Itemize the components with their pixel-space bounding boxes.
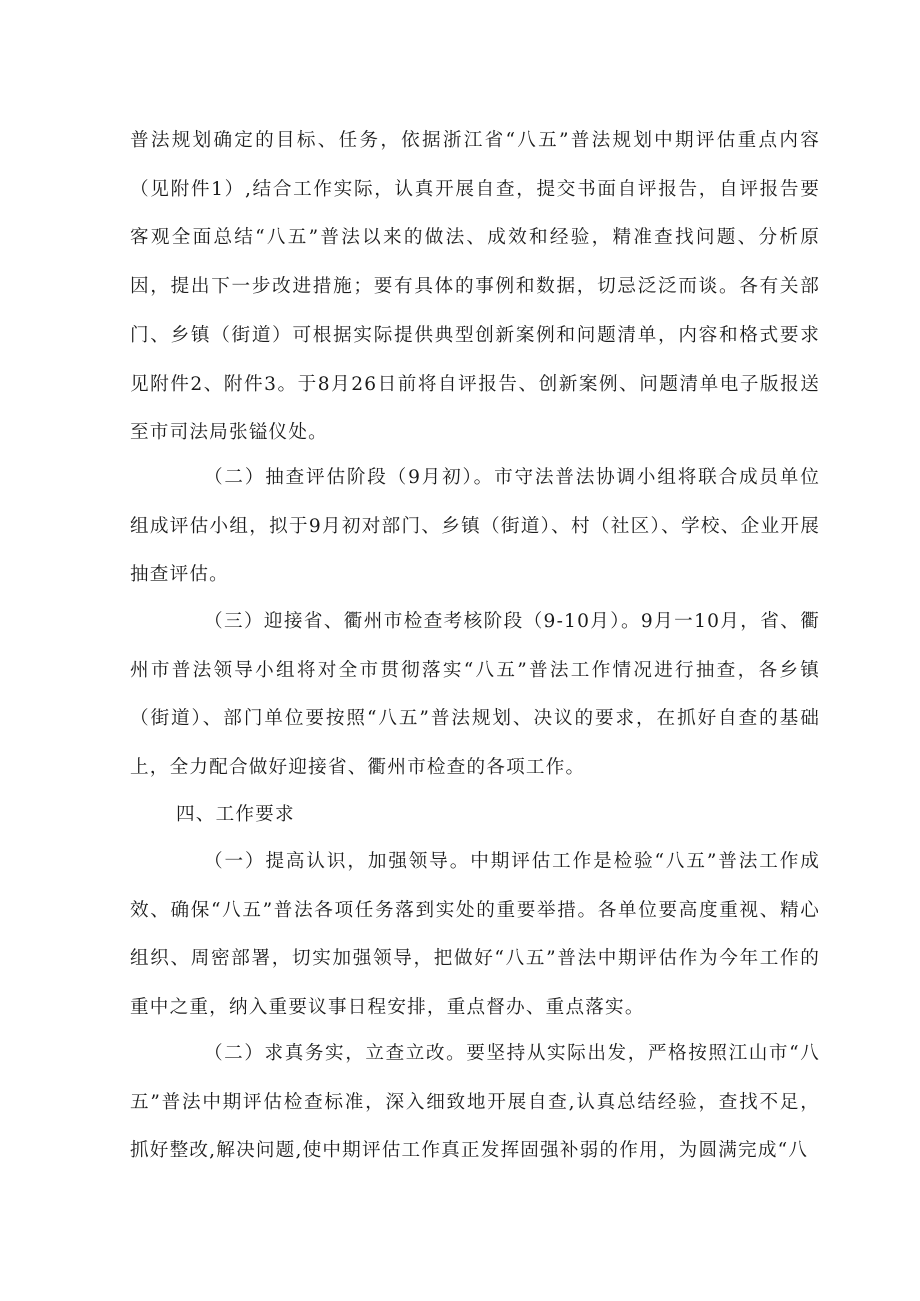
paragraph-spot-check-stage: （二）抽查评估阶段（9月初）。市守法普法协调小组将联合成员单位组成评估小组，拟于9月初对部门、乡镇（街道）、村（社区）、学校、企业开展抽查评估。 (130, 467, 820, 586)
paragraph-raise-awareness: （一）提高认识，加强领导。中期评估工作是检验“八五”普法工作成效、确保“八五”普法各项任务落到实处的重要举措。各单位要高度重视、精心组织、周密部署，切实加强领导，把做好“八五”普法中期评估作为今年工作的重中之重，纳入重要议事日程安排，重点督办、重点落实。 (130, 851, 820, 1019)
paragraph-seek-truth: （二）求真务实，立查立改。要坚持从实际出发，严格按照江山市“八五”普法中期评估检查标准，深入细致地开展自查,认真总结经验，查找不足，抓好整改,解决问题,使中期评估工作真正发挥固强补弱的作用，为圆满完成“八 (130, 1043, 820, 1162)
paragraph-provincial-inspection-stage: （三）迎接省、衢州市检查考核阶段（9-10月）。9月一10月，省、衢州市普法领导小组将对全市贯彻落实“八五”普法工作情况进行抽查，各乡镇（街道）、部门单位要按照“八五”普法规划、决议的要求，在抓好自查的基础上，全力配合做好迎接省、衢州市检查的各项工作。 (130, 611, 820, 779)
section-heading-work-requirements: 四、工作要求 (176, 804, 295, 825)
paragraph-self-assessment-continued: 普法规划确定的目标、任务，依据浙江省“八五”普法规划中期评估重点内容（见附件1）,结合工作实际，认真开展自查，提交书面自评报告，自评报告要客观全面总结“八五”普法以来的做法、成效和经验，精准查找问题、分析原因，提出下一步改进措施；要有具体的事例和数据，切忌泛泛而谈。各有关部门、乡镇（街道）可根据实际提供典型创新案例和问题清单，内容和格式要求见附件2、附件3。于8月26日前将自评报告、创新案例、问题清单电子版报送至市司法局张镒仪处。 (130, 130, 820, 444)
